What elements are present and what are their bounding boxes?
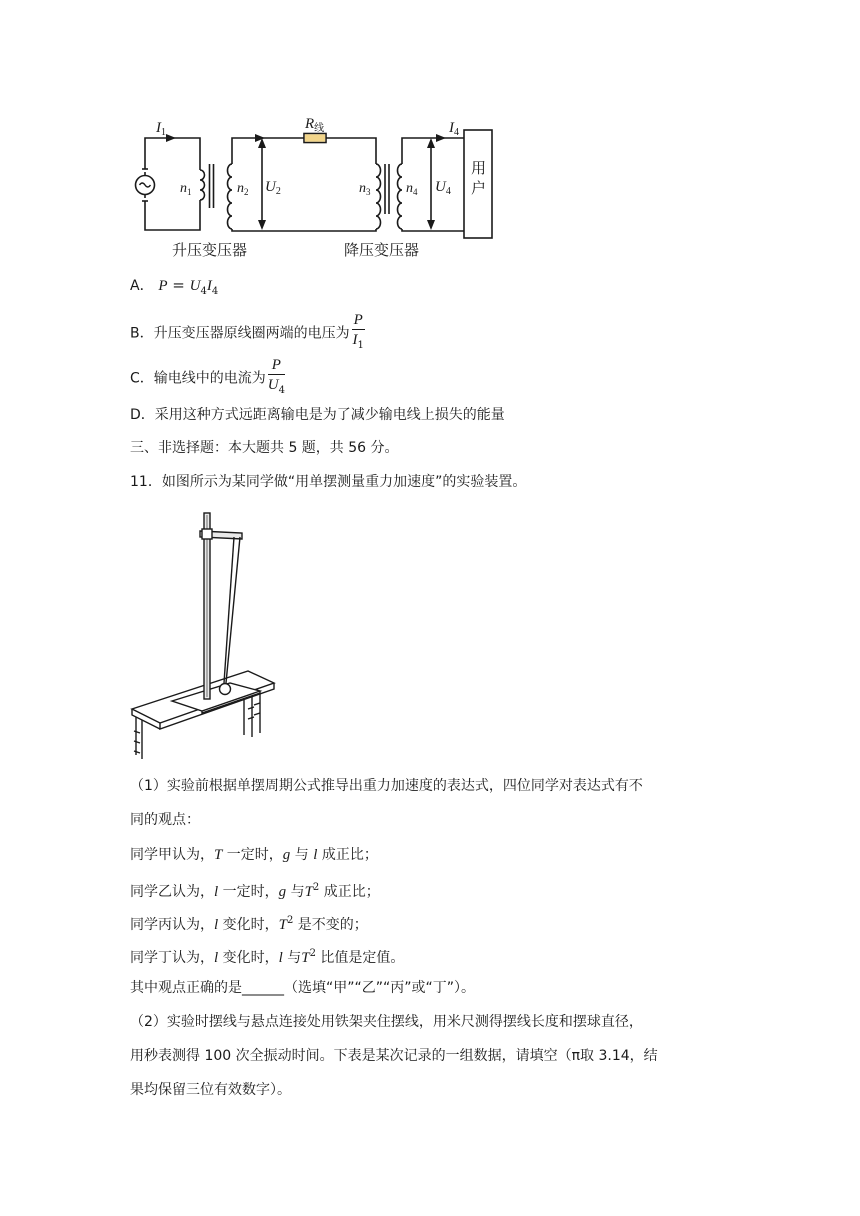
label-i1: I	[156, 120, 161, 136]
jia-mid1: 一定时，	[222, 847, 283, 863]
q11-part2-line3: 果均保留三位有效数字）。	[130, 1082, 291, 1098]
option-a-u: U	[189, 278, 201, 294]
option-c-letter: C．	[130, 370, 154, 387]
jia-mid2: 与	[290, 847, 314, 863]
option-d	[130, 404, 505, 426]
option-a-p: P	[158, 278, 168, 294]
bing-pre: 同学丙认为，	[130, 917, 214, 933]
option-d-text: 采用这种方式远距离输电是为了减少输电线上损失的能量	[154, 407, 505, 423]
jia-post: 成正比；	[317, 847, 378, 863]
option-b-denominator: I	[352, 332, 358, 348]
svg-text:U2	[265, 179, 281, 197]
label-n3-sub: 3	[366, 187, 371, 197]
pendulum-apparatus-illustration	[130, 505, 280, 765]
bing-l: l	[214, 917, 219, 933]
yi-mid1: 一定时，	[218, 884, 279, 900]
svg-text:n3	[359, 181, 371, 197]
q11-view-bing	[130, 910, 368, 936]
label-r: R	[305, 116, 315, 132]
bing-t: T	[278, 917, 287, 933]
label-u4-sub: 4	[445, 186, 451, 197]
option-a-u-sub: 4	[200, 286, 207, 297]
option-b-fraction	[352, 312, 365, 355]
ding-l2: l	[278, 950, 283, 966]
ding-l: l	[214, 950, 219, 966]
svg-text:n4	[406, 181, 418, 197]
user-label-top: 用	[471, 161, 487, 177]
option-a-i: I	[206, 278, 212, 294]
ding-t: T	[301, 950, 310, 966]
question-11-intro: 11．如图所示为某同学做“用单摆测量重力加速度”的实验装置。	[130, 474, 527, 490]
option-c-denominator: U	[267, 377, 279, 393]
label-i4: I	[449, 120, 454, 136]
label-n4-sub: 4	[413, 187, 418, 197]
q11-view-ding	[130, 943, 404, 969]
option-b	[130, 312, 365, 355]
q11-view-jia	[130, 843, 378, 866]
label-u4: U	[435, 179, 446, 195]
bing-sup: 2	[286, 915, 294, 926]
ding-pre: 同学丁认为，	[130, 950, 214, 966]
q11-part2-line1: （2）实验时摆线与悬点连接处用铁架夹住摆线，用米尺测得摆线长度和摆球直径，	[130, 1014, 643, 1030]
yi-g: g	[278, 884, 287, 900]
yi-l: l	[214, 884, 219, 900]
jia-pre: 同学甲认为，	[130, 847, 214, 863]
option-c-numerator: P	[268, 357, 285, 375]
jia-l: l	[313, 847, 318, 863]
svg-text:I4	[448, 120, 459, 138]
section-heading: 三、非选择题：本大题共 5 题，共 56 分。	[130, 440, 399, 456]
yi-t: T	[304, 884, 313, 900]
jia-t: T	[214, 847, 223, 863]
option-a	[130, 274, 218, 303]
label-n2: n	[237, 181, 244, 196]
yi-post: 成正比；	[319, 884, 380, 900]
q11-answer-blank-line: 其中观点正确的是______（选填“甲”“乙”“丙”或“丁”）。	[130, 980, 476, 996]
option-c-fraction	[268, 357, 285, 400]
label-n3: n	[359, 181, 366, 196]
q11-part1-line2: 同的观点：	[130, 812, 200, 828]
svg-text:n2	[237, 181, 249, 197]
option-c-text: 输电线中的电流为	[153, 370, 266, 387]
option-c-denominator-sub: 4	[278, 385, 285, 396]
svg-text:n1	[180, 181, 192, 197]
bing-post: 是不变的；	[293, 917, 368, 933]
label-n2-sub: 2	[244, 187, 249, 197]
option-c	[130, 357, 285, 400]
option-d-letter: D．	[130, 407, 155, 423]
user-label-bottom: 户	[471, 181, 487, 197]
ding-sup: 2	[309, 948, 316, 959]
option-a-letter: A．	[130, 278, 154, 294]
ding-mid2: 与	[282, 950, 302, 966]
option-b-denominator-sub: 1	[357, 340, 364, 351]
svg-text:I1	[155, 120, 166, 138]
option-b-numerator: P	[353, 312, 363, 328]
svg-text:R线	[304, 116, 324, 134]
label-u2: U	[265, 179, 276, 195]
ding-mid1: 变化时，	[218, 950, 279, 966]
yi-pre: 同学乙认为，	[130, 884, 214, 900]
yi-mid2: 与	[286, 884, 305, 900]
option-a-i-sub: 4	[211, 286, 219, 297]
label-n4: n	[406, 181, 413, 196]
label-i4-sub: 4	[454, 127, 459, 138]
jia-g: g	[282, 847, 291, 863]
caption-step-up-transformer: 升压变压器	[172, 243, 248, 259]
bing-mid1: 变化时，	[218, 917, 279, 933]
yi-sup: 2	[312, 882, 320, 893]
q11-part1-line1: （1）实验前根据单摆周期公式推导出重力加速度的表达式，四位同学对表达式有不	[130, 778, 643, 794]
q11-view-yi	[130, 877, 380, 903]
option-a-eq: =	[167, 276, 190, 294]
label-i1-sub: 1	[161, 127, 166, 138]
caption-step-down-transformer: 降压变压器	[344, 243, 420, 259]
option-b-text: 升压变压器原线圈两端的电压为	[153, 325, 350, 342]
label-n1-sub: 1	[187, 187, 192, 197]
label-n1: n	[180, 181, 187, 196]
q11-part2-line2: 用秒表测得 100 次全振动时间。下表是某次记录的一组数据，请填空（π取 3.14，结	[130, 1048, 658, 1064]
label-u2-sub: 2	[275, 186, 281, 197]
ding-post: 比值是定值。	[315, 950, 405, 966]
label-r-sub: 线	[314, 123, 325, 134]
svg-text:U4	[435, 179, 451, 197]
transformer-circuit-diagram	[130, 110, 500, 260]
source-symbol: ~	[130, 110, 131, 111]
option-b-letter: B．	[130, 325, 154, 342]
